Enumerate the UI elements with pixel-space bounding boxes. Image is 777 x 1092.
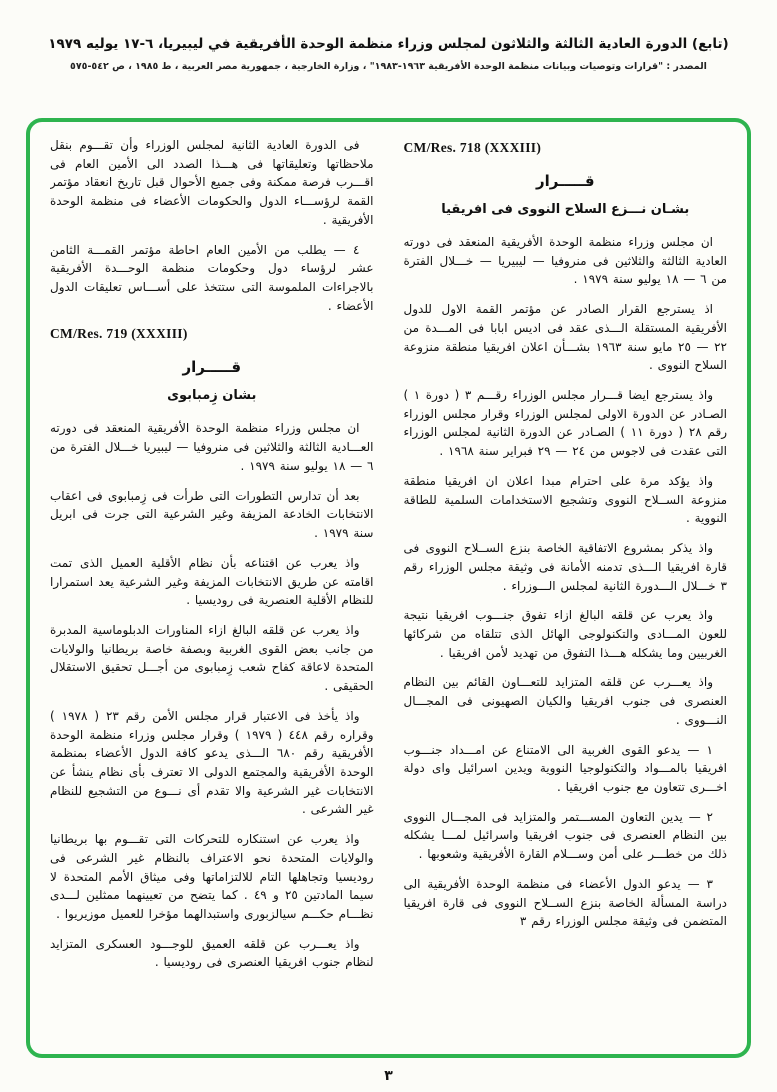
paragraph: واذ يسترجع ايضا قـــرار مجلس الوزراء رقـــم ٣ ( دورة ١ ) الصـادر عن الدورة الاولى لمجلس الوزراء وقرار مجلس الوزراء رقم ٢٨ ( دورة ١١ ) الصـادر عن الدورة الثانية لمجلس الوزراء التى عقدت فى لاجوس من ٢٤ — ٢٩ فبراير سنة ١٩٦٨ . — [403, 388, 727, 459]
paragraph: واذ يعـــرب عن قلقه العميق للوجـــود العسكرى المتزايد لنظام جنوب افريقيا العنصرى فى روديسيا . — [50, 936, 374, 970]
resolution-title: قـــــرار — [535, 172, 595, 190]
paragraph: ٢ — يدين التعاون المســـتمر والمتزايد فى المجـــال النووى بين النظام العنصرى فى جنوب افريقيا واسرائيل لمـــا يشكله ذلك من خطـــر على أمن وســـلام القارة الأفريقية وشعوبها . — [403, 809, 727, 862]
paragraph: ٤ — يطلب من الأمين العام احاطة مؤتمر القمـــة الثامن عشر لرؤساء دول وحكومات منظمة الوحـــدة الأفريقية بالاجراءات الملموسة التى ستتخذ على أســـاس تعليقات الدول الأعضاء . — [50, 242, 374, 313]
paragraph: واذ يذكر بمشروع الاتفاقية الخاصة بنزع الســلاح النووى فى قارة افريقيا الـــذى تدمنه الأمانة فى وثيقة مجلس الوزراء رقم ٣ خـــلال الـــدورة الثانية لمجلس الـــوزراء . — [403, 541, 727, 593]
paragraph: ان مجلس وزراء منظمة الوحدة الأفريقية المنعقد فى دورته العـــادية الثالثة والثلاثين فى منروفيا — ليبيريا خـــلال الفترة من ٦ — ١٨ يوليو سنة ١٩٧٩ . — [50, 421, 374, 473]
page-number: ٣ — [384, 1068, 393, 1084]
paragraph: ان مجلس وزراء منظمة الوحدة الأفريقية المنعقد فى دورته العادية الثالثة والثلاثين فى منروفيا — ليبيريا — خـــلال الفترة من ٦ — ١٨ يوليو سنة ١٩٧٩ . — [403, 235, 727, 287]
resolution-subject: بشـان نـــزع السلاح النووى فى افريقيا — [441, 202, 690, 217]
page-footer — [0, 1068, 777, 1084]
column-right — [404, 136, 728, 1044]
paragraph: اذ يسترجع القرار الصادر عن مؤتمر القمة الاول للدول الأفريقية المستقلة الـــذى عقد فى اديس ابابا فى المـــدة من ٢٢ — ٢٥ مايو سنة ١٩٦٣ بشـــأن اعلان افريقيا منطقة منزوعة السلاح النووى . — [403, 302, 727, 373]
paragraph: واذ يعرب عن اقتناعه بأن نظام الأقلية العميل الذى تمت اقامته عن طريق الانتخابات المزيفة وغير الشرعية يعد استمرارا للنظام الأقلية العنصرية فى روديسيا . — [50, 555, 374, 608]
paragraph: واذ يعرب عن استنكاره للتحركات التى تقـــوم بها بريطانيا والولايات المتحدة نحو الاعتراف بالنظام غير الشرعى فى روديسيا وتجاهلها التام للالتزاماتها وفى ميثاق الأمم المتحدة لا سيما المادتين ٢٥ و ٤٩ . كما يتضح من تعيينهما ممثلين لـــدى نظـــام حكـــم سيالزبورى واستبدالهما مؤخرا للعميل موزيريوا . — [50, 832, 374, 921]
resolution-subject: بشان زِمبابوى — [167, 388, 257, 404]
paragraph: واذ يأخذ فى الاعتبار قرار مجلس الأمن رقم ٢٣ ( ١٩٧٨ ) وقراره رقم ٤٤٨ ( ١٩٧٩ ) وقرار مجلس وزراء منظمة الوحدة الأفريقية رقم ٦٨٠ الـــذى يدعو كافة الدول الأعضاء بمنظمة الوحدة الأفريقية والمجتمع الدولى الا تعترف بأى نظام ينشأ عن الانتخابات غير الشرعية والا تقدم أى نـــوع من التشجيع للنظام غير الشرعى . — [50, 708, 374, 817]
paragraph: واذ يعرب عن قلقه البالغ ازاء المناورات الدبلوماسية المدبرة من جانب بعض القوى الغربية وبصفة خاصة بريطانيا والولايات المتحدة لاعاقة كفاح شعب زِمبابوى من أجـــل تحقيق الاستقلال الحقيقى . — [50, 622, 374, 694]
paragraph: واذ يؤكد مرة على احترام مبدا اعلان ان افريقيا منطقة منزوعة الســلاح النووى وتشجيع الاستخدامات السلمية للطاقة النووية . — [403, 473, 727, 526]
header-title: (تابع) الدورة العادية الثالثة والثلاثون لمجلس وزراء منظمة الوحدة الأفريقية في ليبيريا، ٦-١٧ يوليه ١٩٧٩ — [48, 36, 729, 52]
column-left — [50, 136, 374, 1044]
paragraph: بعد أن تدارس التطورات التى طرأت فى زِمبابوى فى اعقاب الانتخابات الخادعة المزيفة وغير الشرعية التى جرت فى ابريل سنة ١٩٧٩ . — [50, 488, 374, 541]
document-columns — [30, 122, 747, 1054]
resolution-code: CM/Res. 719 (XXXIII) — [50, 326, 188, 342]
paragraph: واذ يعرب عن قلقه البالغ ازاء تفوق جنـــوب افريقيا نتيجة للعون المـــادى والتكنولوجى الهائل الذى تتلقاه من شركائها الغربيين وما يشكله هـــذا التفوق من تهديد لأمن افريقيا . — [403, 608, 727, 660]
resolutions-frame — [26, 118, 751, 1058]
resolution-title: قـــــرار — [182, 358, 242, 377]
page-header — [0, 0, 777, 72]
paragraph: ٣ — يدعو الدول الأعضاء فى منظمة الوحدة الأفريقية الى دراسة المسألة الخاصة بنزع الســلاح النووى فى قارة افريقيا المتضمن فى وثيقة مجلس الوزراء رقم ٣ — [403, 876, 727, 929]
resolution-code: CM/Res. 718 (XXXIII) — [403, 140, 542, 155]
paragraph: فى الدورة العادية الثانية لمجلس الوزراء وأن تقـــوم بنقل ملاحظاتها وتعليقاتها فى هـــذا الصدد الى الأمين العام فى اقـــرب فرصة ممكنة وفى جميع الأحوال قبل تاريخ انعقاد مؤتمر القمة لرؤســـاء الدول والحكومات الأعضاء فى منظمة الوحدة الأفريقية . — [50, 138, 374, 227]
paragraph: ١ — يدعو القوى الغربية الى الامتناع عن امـــداد جنـــوب افريقيا بالمـــواد والتكنولوجيا النووية ويدين اسرائيل واى دولة اخـــرى تتعاون مع جنوب افريقيا . — [403, 742, 727, 794]
paragraph: واذ يعـــرب عن قلقه المتزايد للتعـــاون القائم بين النظام العنصرى فى جنوب افريقيا والكيان الصهيونى فى المجـــال النـــووى . — [403, 675, 727, 727]
header-source: المصدر : "قرارات وتوصيات وبيانات منظمة الوحدة الأفريقية ١٩٦٣-١٩٨٣" ، وزارة الخارجية ، جمهورية مصر العربية ، ط ١٩٨٥ ، ص ٥٤٢-٥٧٥ — [70, 61, 707, 72]
